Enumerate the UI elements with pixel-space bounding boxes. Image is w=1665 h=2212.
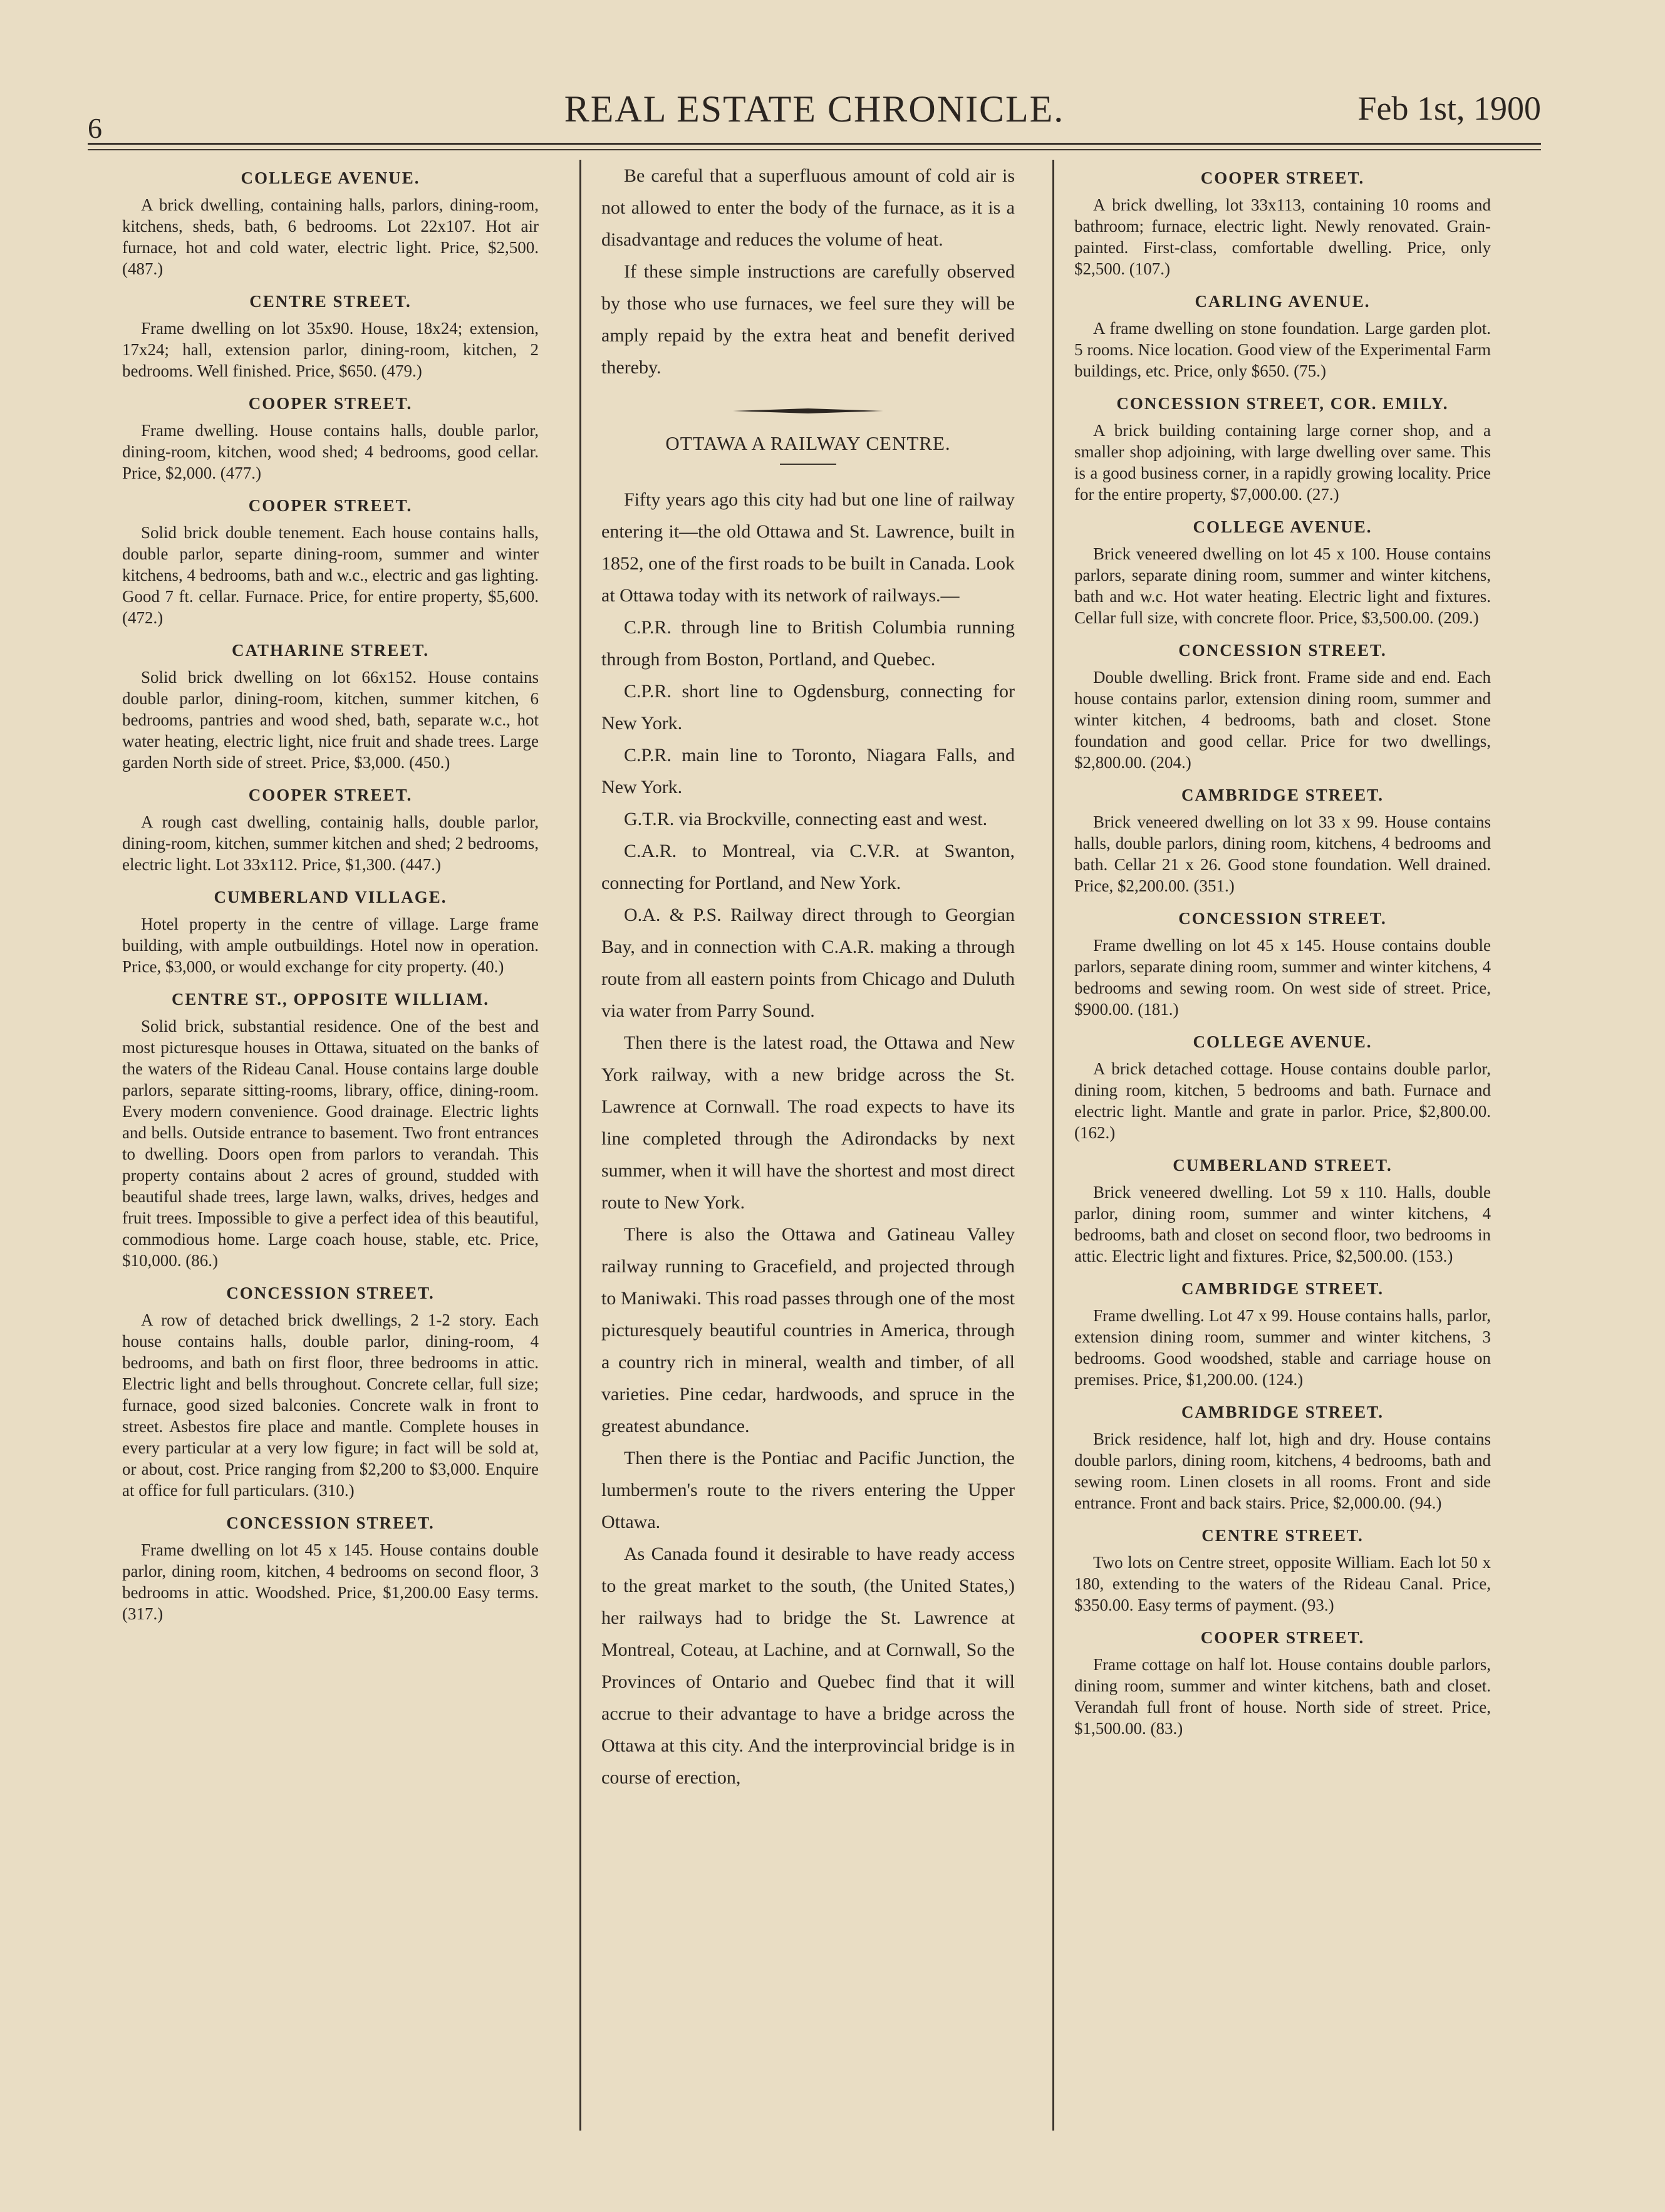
property-listing xyxy=(1074,1403,1491,1514)
intro-paragraph: Be careful that a superfluous amount of cold air is not allowed to enter the body of the furnace, as it is a disadvantage and reduces the volume of heat. xyxy=(601,165,1015,250)
listing-text: Solid brick dwelling on lot 66x152. House contains double parlor, dining-room, kitchen, summer kitchen, 6 bedrooms, pantries and wood shed, bath, separate w.c., hot water heating, electric light, nice fruit and shade trees. Large garden North side of street. Price, $3,000. (450.) xyxy=(122,668,539,772)
listing-heading: COLLEGE AVENUE. xyxy=(1193,1032,1372,1051)
property-listing xyxy=(122,641,539,773)
listing-heading: CONCESSION STREET. xyxy=(226,1284,435,1302)
listing-heading: CATHARINE STREET. xyxy=(231,641,430,660)
listing-heading: COLLEGE AVENUE. xyxy=(1193,517,1372,536)
article-title: OTTAWA A RAILWAY CENTRE. xyxy=(665,432,951,454)
listing-text: A brick dwelling, containing halls, parlors, dining-room, kitchens, sheds, bath, 6 bedrooms. Lot 22x107. Hot air furnace, hot and cold water, electric light. Price, $2,500. (487.) xyxy=(122,195,539,278)
listing-text: Brick veneered dwelling. Lot 59 x 110. Halls, double parlor, dining room, summer and winter kitchens, 4 bedrooms, bath and closet on second floor, two bedrooms in attic. Electric light and fixtures. Price, $2,500.00. (153.) xyxy=(1074,1183,1491,1265)
listing-heading: CAMBRIDGE STREET. xyxy=(1181,786,1384,804)
listing-text: A brick detached cottage. House contains double parlor, dining room, kitchen, 5 bedrooms and bath. Furnace and electric light. Mantle and grate in parlor. Price, $2,800.00. (162.) xyxy=(1074,1059,1491,1142)
listing-text: A frame dwelling on stone foundation. Large garden plot. 5 rooms. Nice location. Good view of the Experimental Farm buildings, etc. Price, only $650. (75.) xyxy=(1074,319,1491,380)
property-listing xyxy=(122,888,539,977)
property-listing xyxy=(1074,1032,1491,1143)
listing-heading: CENTRE ST., OPPOSITE WILLIAM. xyxy=(171,990,490,1009)
listing-text: Frame dwelling on lot 45 x 145. House contains double parlors, separate dining room, summer and winter kitchens, 4 bedrooms and sewing room. On west side of street. Price, $900.00. (181.) xyxy=(1074,936,1491,1019)
listing-heading: CARLING AVENUE. xyxy=(1195,292,1371,311)
article-paragraph: C.P.R. short line to Ogdensburg, connecting for New York. xyxy=(601,681,1015,734)
listing-heading: COOPER STREET. xyxy=(248,394,413,413)
listing-text: A rough cast dwelling, containig halls, double parlor, dining-room, kitchen, summer kitchen and shed; 2 bedrooms, electric light. Lot 33x112. Price, $1,300. (447.) xyxy=(122,813,539,874)
header-rule-thin xyxy=(88,149,1541,150)
listings-column-right xyxy=(1074,160,1491,2156)
property-listing xyxy=(122,496,539,628)
listing-heading: CAMBRIDGE STREET. xyxy=(1181,1403,1384,1421)
listing-heading: CUMBERLAND VILLAGE. xyxy=(214,888,447,906)
article-paragraph: Then there is the Pontiac and Pacific Junction, the lumbermen's route to the rivers entering the Upper Ottawa. xyxy=(601,1448,1015,1532)
listing-heading: CAMBRIDGE STREET. xyxy=(1181,1279,1384,1298)
property-listing xyxy=(1074,641,1491,773)
listing-heading: CONCESSION STREET. xyxy=(226,1514,435,1532)
property-listing xyxy=(1074,169,1491,279)
header-rule-thick xyxy=(88,143,1541,145)
page-header xyxy=(88,81,1541,144)
intro-paragraph: If these simple instructions are carefully observed by those who use furnaces, we feel sure they will be amply repaid by the extra heat and benefit derived thereby. xyxy=(601,261,1015,378)
listing-heading: CENTRE STREET. xyxy=(1201,1526,1364,1545)
listing-text: Brick residence, half lot, high and dry. House contains double parlors, dining room, kitchens, 4 bedrooms, bath and sewing room. Linen closets in all rooms. Front and side entrance. Front and back stairs. Price, $2,000.00. (94.) xyxy=(1074,1430,1491,1512)
article-paragraph: Fifty years ago this city had but one line of railway entering it—the old Ottawa and St. Lawrence, built in 1852, one of the first roads to be built in Canada. Look at Ottawa today with its network of railways.— xyxy=(601,489,1015,606)
article-column xyxy=(601,160,1015,2156)
listing-heading: CONCESSION STREET. xyxy=(1178,641,1387,660)
listing-text: Solid brick double tenement. Each house contains halls, double parlor, separte dining-room, summer and winter kitchens, 4 bedrooms, bath and w.c., electric and gas lighting. Good 7 ft. cellar. Furnace. Price, for entire property, $5,600. (472.) xyxy=(122,523,539,627)
property-listing xyxy=(122,394,539,484)
listing-heading: COOPER STREET. xyxy=(248,496,413,515)
property-listing xyxy=(1074,1628,1491,1739)
listing-heading: CUMBERLAND STREET. xyxy=(1173,1156,1393,1175)
listing-heading: COOPER STREET. xyxy=(248,786,413,804)
listing-text: Frame dwelling. House contains halls, double parlor, dining-room, kitchen, wood shed; 4 bedrooms, good cellar. Price, $2,000. (477.) xyxy=(122,421,539,482)
article-body xyxy=(601,484,1015,1794)
listing-text: A brick dwelling, lot 33x113, containing 10 rooms and bathroom; furnace, electric light. Newly renovated. Grain-painted. First-class, comfortable dwelling. Price, only $2,500. (107.) xyxy=(1074,195,1491,278)
property-listing xyxy=(122,990,539,1271)
property-listing xyxy=(122,1284,539,1501)
listing-heading: COLLEGE AVENUE. xyxy=(241,169,420,187)
listing-text: Frame cottage on half lot. House contains double parlors, dining room, summer and winter kitchens, bath and closet. Verandah full front of house. North side of street. Price, $1,500.00. (83.) xyxy=(1074,1655,1491,1738)
listing-text: Two lots on Centre street, opposite William. Each lot 50 x 180, extending to the waters of the Rideau Canal. Price, $350.00. Easy terms of payment. (93.) xyxy=(1074,1553,1491,1614)
ornament-rule xyxy=(733,408,883,413)
article-paragraph: C.P.R. main line to Toronto, Niagara Falls, and New York. xyxy=(601,745,1015,797)
listing-heading: CONCESSION STREET, COR. EMILY. xyxy=(1116,394,1449,413)
property-listing xyxy=(1074,292,1491,382)
property-listing xyxy=(1074,1279,1491,1390)
masthead-title: REAL ESTATE CHRONICLE. xyxy=(564,88,1065,130)
listing-heading: CONCESSION STREET. xyxy=(1178,909,1387,928)
listing-text: Frame dwelling on lot 45 x 145. House contains double parlor, dining room, kitchen, 4 bedrooms on second floor, 3 bedrooms in attic. Woodshed. Price, $1,200.00 Easy terms. (317.) xyxy=(122,1540,539,1623)
property-listing xyxy=(1074,786,1491,896)
page-number: 6 xyxy=(88,112,102,144)
listing-text: Frame dwelling on lot 35x90. House, 18x24; extension, 17x24; hall, extension parlor, dining-room, kitchen, 2 bedrooms. Well finished. Price, $650. (479.) xyxy=(122,319,539,380)
property-listing xyxy=(1074,1156,1491,1267)
listing-text: Brick veneered dwelling on lot 45 x 100. House contains parlors, separate dining room, summer and winter kitchens, bath and w.c. Hot water heating. Electric light and fixtures. Cellar full size, with concrete floor. Price, $3,500.00. (209.) xyxy=(1074,544,1491,627)
listing-heading: COOPER STREET. xyxy=(1200,1628,1365,1647)
article-paragraph: Then there is the latest road, the Ottawa and New York railway, with a new bridge across the St. Lawrence at Cornwall. The road expects to have its line completed through the Adirondacks by next summer, when it will have the shortest and most direct route to New York. xyxy=(601,1032,1015,1213)
property-listing xyxy=(122,786,539,875)
article-paragraph: There is also the Ottawa and Gatineau Valley railway running to Gracefield, and projected through to Maniwaki. This road passes through one of the most picturesquely beautiful countries in America, through a country rich in mineral, wealth and timber, of all varieties. Pine cedar, hardwoods, and spruce in the greatest abundance. xyxy=(601,1224,1015,1436)
listing-text: Brick veneered dwelling on lot 33 x 99. House contains halls, double parlors, dining room, kitchens, 4 bedrooms and bath. Cellar 21 x 26. Good stone foundation. Well drained. Price, $2,200.00. (351.) xyxy=(1074,813,1491,895)
title-underline xyxy=(780,464,836,465)
listing-text: Double dwelling. Brick front. Frame side and end. Each house contains parlor, extension dining room, summer and winter kitchen, 4 bedrooms, bath and closet. Stone foundation and good cellar. Price for two dwellings, $2,800.00. (204.) xyxy=(1074,668,1491,772)
column-divider xyxy=(1052,160,1054,2131)
property-listing xyxy=(1074,1526,1491,1616)
article-paragraph: O.A. & P.S. Railway direct through to Georgian Bay, and in connection with C.A.R. making a through route from all eastern points from Chicago and Duluth via water from Parry Sound. xyxy=(601,905,1015,1021)
property-listing xyxy=(1074,517,1491,628)
listings-column-left xyxy=(122,160,539,2156)
property-listing xyxy=(122,169,539,279)
article-paragraph: C.P.R. through line to British Columbia running through from Boston, Portland, and Quebec. xyxy=(601,617,1015,670)
listing-heading: CENTRE STREET. xyxy=(249,292,412,311)
issue-date: Feb 1st, 1900 xyxy=(1357,90,1541,127)
property-listing xyxy=(1074,909,1491,1020)
property-listing xyxy=(1074,394,1491,505)
article-paragraph: As Canada found it desirable to have ready access to the great market to the south, (the United States,) her railways had to bridge the St. Lawrence at Montreal, Coteau, at Lachine, and at Cornwall, So the Provinces of Ontario and Quebec find that it will accrue to their advantage to have a bridge across the Ottawa at this city. And the interprovincial bridge is in course of erection, xyxy=(601,1544,1015,1788)
property-listing xyxy=(122,292,539,382)
listing-text: A brick building containing large corner shop, and a smaller shop adjoining, with large dwelling over same. This is a good business corner, in a rapidly growing locality. Price for the entire property, $7,000.00. (27.) xyxy=(1074,421,1491,504)
listing-text: Solid brick, substantial residence. One of the best and most picturesque houses in Ottawa, situated on the banks of the waters of the Rideau Canal. House contains large double parlors, separate sitting-rooms, library, office, dining-room. Every modern convenience. Good drainage. Electric lights and bells. Outside entrance to basement. Two front entrances to dwelling. Doors open from parlors to verandah. This property contains about 2 acres of ground, studded with beautiful shade trees, large lawn, walks, drives, hedges and fruit trees. Impossible to give a perfect idea of this beautiful, commodious home. Large coach house, stable, etc. Price, $10,000. (86.) xyxy=(122,1017,539,1270)
article-paragraph: G.T.R. via Brockville, connecting east and west. xyxy=(624,809,988,829)
listing-text: A row of detached brick dwellings, 2 1-2 story. Each house contains halls, double parlor, dining-room, 4 bedrooms, and bath on first floor, three bedrooms in attic. Electric light and bells throughout. Concrete cellar, full size; furnace, good sized balconies. Concrete walk in front to street. Asbestos fire place and mantle. Complete houses in every particular at a very low figure; in fact will be sold at, or about, cost. Price ranging from $2,200 to $3,000. Enquire at office for full particulars. (310.) xyxy=(122,1311,539,1500)
listing-heading: COOPER STREET. xyxy=(1200,169,1365,187)
listing-text: Hotel property in the centre of village. Large frame building, with ample outbuildings. Hotel now in operation. Price, $3,000, or would exchange for city property. (40.) xyxy=(122,915,539,976)
column-divider xyxy=(579,160,581,2131)
listing-text: Frame dwelling. Lot 47 x 99. House contains halls, parlor, extension dining room, summer and winter kitchens, 3 bedrooms. Good woodshed, stable and carriage house on premises. Price, $1,200.00. (124.) xyxy=(1074,1306,1491,1389)
property-listing xyxy=(122,1514,539,1624)
article-paragraph: C.A.R. to Montreal, via C.V.R. at Swanton, connecting for Portland, and New York. xyxy=(601,841,1015,893)
